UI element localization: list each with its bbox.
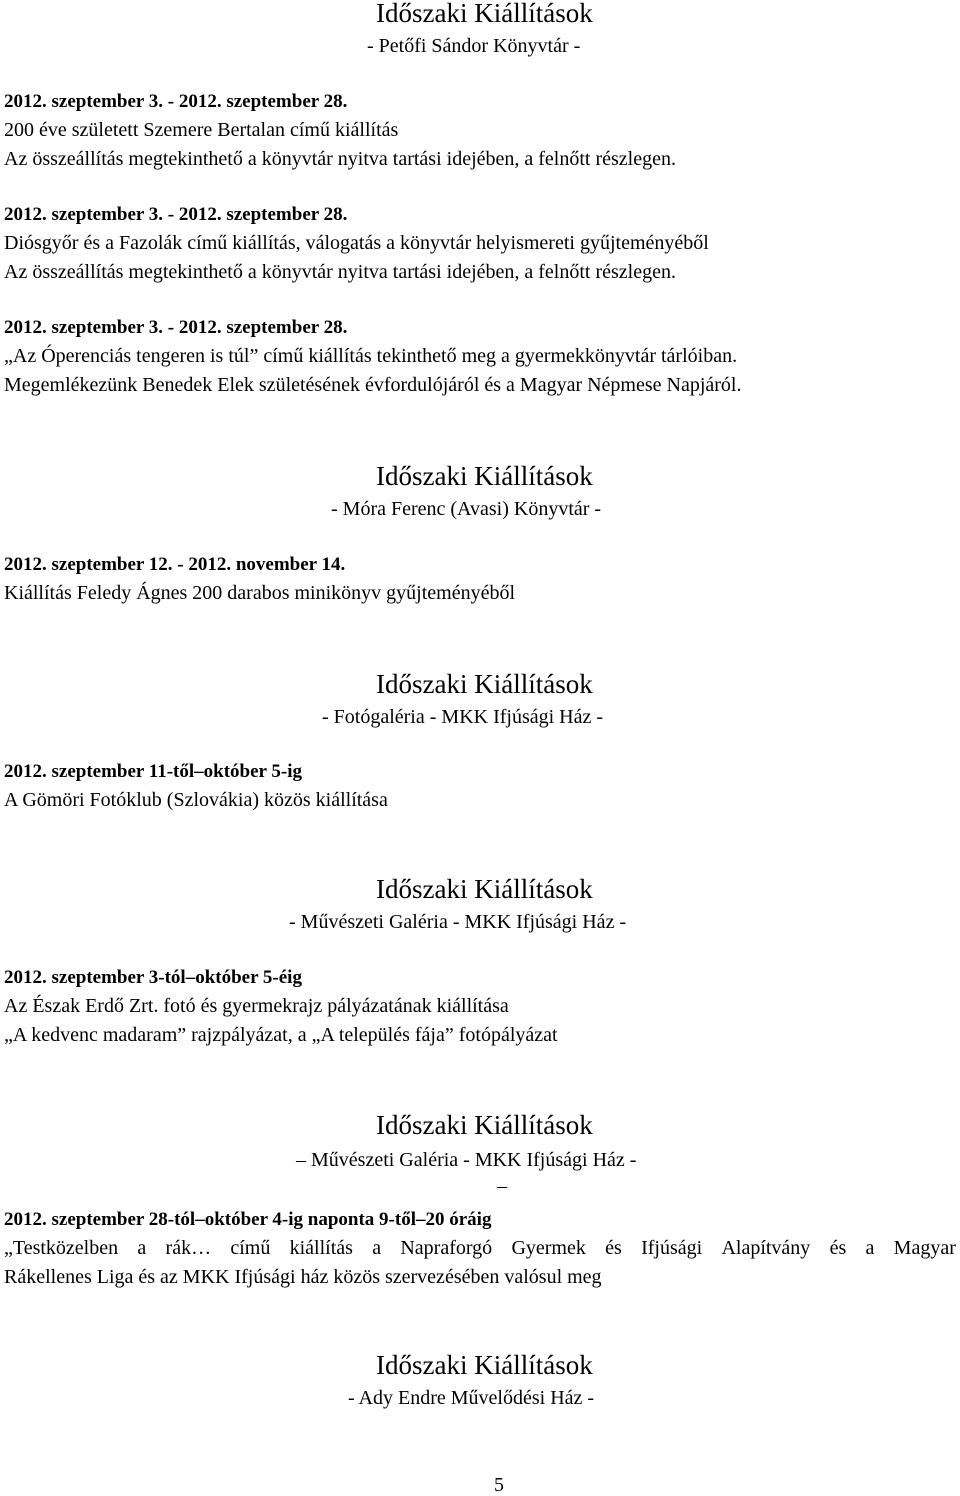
section-heading: Időszaki Kiállítások (376, 0, 593, 28)
section-venue: - Fotógaléria - MKK Ifjúsági Ház - (322, 706, 604, 728)
section-heading: Időszaki Kiállítások (376, 669, 593, 699)
section-venue: - Művészeti Galéria - MKK Ifjúsági Ház - (289, 911, 627, 933)
word: és (605, 1237, 622, 1259)
entry-date: 2012. szeptember 3. - 2012. szeptember 28. (4, 91, 348, 112)
section-heading: Időszaki Kiállítások (376, 1110, 593, 1140)
word: Alapítvány (721, 1237, 811, 1259)
word: Gyermek (511, 1237, 586, 1259)
word: a (372, 1237, 382, 1259)
section-venue: - Petőfi Sándor Könyvtár - (367, 35, 581, 57)
entry-line: Az összeállítás megtekinthető a könyvtár nyitva tartási idejében, a felnőtt részlegen. (4, 261, 676, 283)
word: a (137, 1237, 147, 1259)
section-heading: Időszaki Kiállítások (376, 874, 593, 904)
entry-line: Rákellenes Liga és az MKK Ifjúsági ház közös szervezésében valósul meg (4, 1266, 602, 1288)
word: kiállítás (289, 1237, 353, 1259)
entry-line-justified (4, 1238, 956, 1258)
entry-line: Diósgyőr és a Fazolák című kiállítás, válogatás a könyvtár helyismereti gyűjteményéből (4, 232, 709, 254)
word: Ifjúsági (641, 1237, 703, 1259)
word: „Testközelben (4, 1237, 119, 1259)
entry-line: Kiállítás Feledy Ágnes 200 darabos minikönyv gyűjteményéből (4, 582, 516, 604)
entry-date: 2012. szeptember 11-től–október 5-ig (4, 761, 302, 782)
entry-date: 2012. szeptember 12. - 2012. november 14. (4, 554, 346, 575)
word: Magyar (893, 1237, 956, 1259)
entry-date: 2012. szeptember 3. - 2012. szeptember 28. (4, 204, 348, 225)
entry-line: Megemlékezünk Benedek Elek születésének évfordulójáról és a Magyar Népmese Napjáról. (4, 374, 742, 396)
entry-line: Az összeállítás megtekinthető a könyvtár nyitva tartási idejében, a felnőtt részlegen. (4, 148, 676, 170)
entry-line: Az Észak Erdő Zrt. fotó és gyermekrajz pályázatának kiállítása (4, 995, 509, 1017)
entry-line: 200 éve született Szemere Bertalan című kiállítás (4, 119, 399, 141)
word: a (865, 1237, 875, 1259)
section-venue: - Móra Ferenc (Avasi) Könyvtár - (331, 498, 602, 520)
section-venue: – Művészeti Galéria - MKK Ifjúsági Ház - (296, 1149, 637, 1171)
section-venue: - Ady Endre Művelődési Ház - (348, 1387, 595, 1409)
entry-date: 2012. szeptember 3-tól–október 5-éig (4, 967, 302, 988)
word: és (829, 1237, 847, 1259)
entry-line: „A kedvenc madaram” rajzpályázat, a „A település fája” fotópályázat (4, 1024, 558, 1046)
entry-date: 2012. szeptember 3. - 2012. szeptember 28. (4, 317, 348, 338)
page-number: 5 (494, 1474, 504, 1496)
section-venue-tail: – (497, 1175, 507, 1197)
word: rák… (165, 1237, 212, 1259)
word: Napraforgó (400, 1237, 493, 1259)
section-heading: Időszaki Kiállítások (376, 461, 593, 491)
entry-line: A Gömöri Fotóklub (Szlovákia) közös kiállítása (4, 789, 388, 811)
section-heading: Időszaki Kiállítások (376, 1350, 593, 1380)
word: című (230, 1237, 271, 1259)
entry-date: 2012. szeptember 28-tól–október 4-ig naponta 9-től–20 óráig (4, 1209, 492, 1230)
entry-line: „Az Óperenciás tengeren is túl” című kiállítás tekinthető meg a gyermekkönyvtár tárlóiban. (4, 345, 738, 367)
